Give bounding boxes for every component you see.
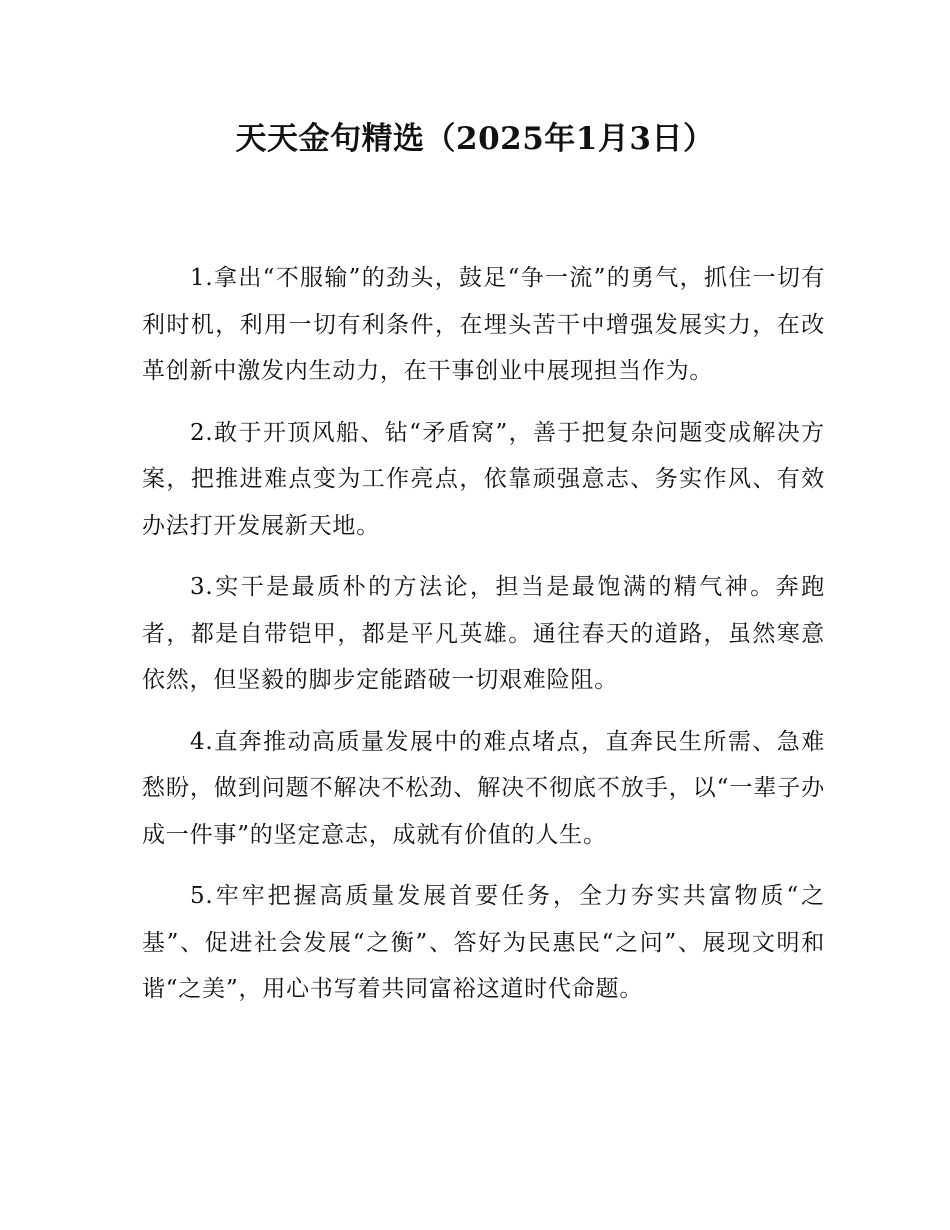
document-body	[142, 255, 825, 1028]
paragraph-2: 2.敢于开顶风船、钻“矛盾窝”，善于把复杂问题变成解决方案，把推进难点变为工作亮点，依靠顽强意志、务实作风、有效办法打开发展新天地。	[142, 419, 825, 539]
paragraph-1: 1.拿出“不服输”的劲头，鼓足“争一流”的勇气，抓住一切有利时机，利用一切有利条件，在埋头苦干中增强发展实力，在改革创新中激发内生动力，在干事创业中展现担当作为。	[142, 265, 825, 384]
paragraph-5: 5.牢牢把握高质量发展首要任务，全力夯实共富物质“之基”、促进社会发展“之衡”、答好为民惠民“之问”、展现文明和谐“之美”，用心书写着共同富裕这道时代命题。	[142, 883, 825, 1002]
paragraph-3: 3.实干是最质朴的方法论，担当是最饱满的精气神。奔跑者，都是自带铠甲，都是平凡英雄。通往春天的道路，虽然寒意依然，但坚毅的脚步定能踏破一切艰难险阻。	[142, 574, 825, 693]
paragraph-4: 4.直奔推动高质量发展中的难点堵点，直奔民生所需、急难愁盼，做到问题不解决不松劲、解决不彻底不放手，以“一辈子办成一件事”的坚定意志，成就有价值的人生。	[142, 728, 825, 848]
page-title: 天天金句精选（2025年1月3日）	[235, 121, 715, 157]
